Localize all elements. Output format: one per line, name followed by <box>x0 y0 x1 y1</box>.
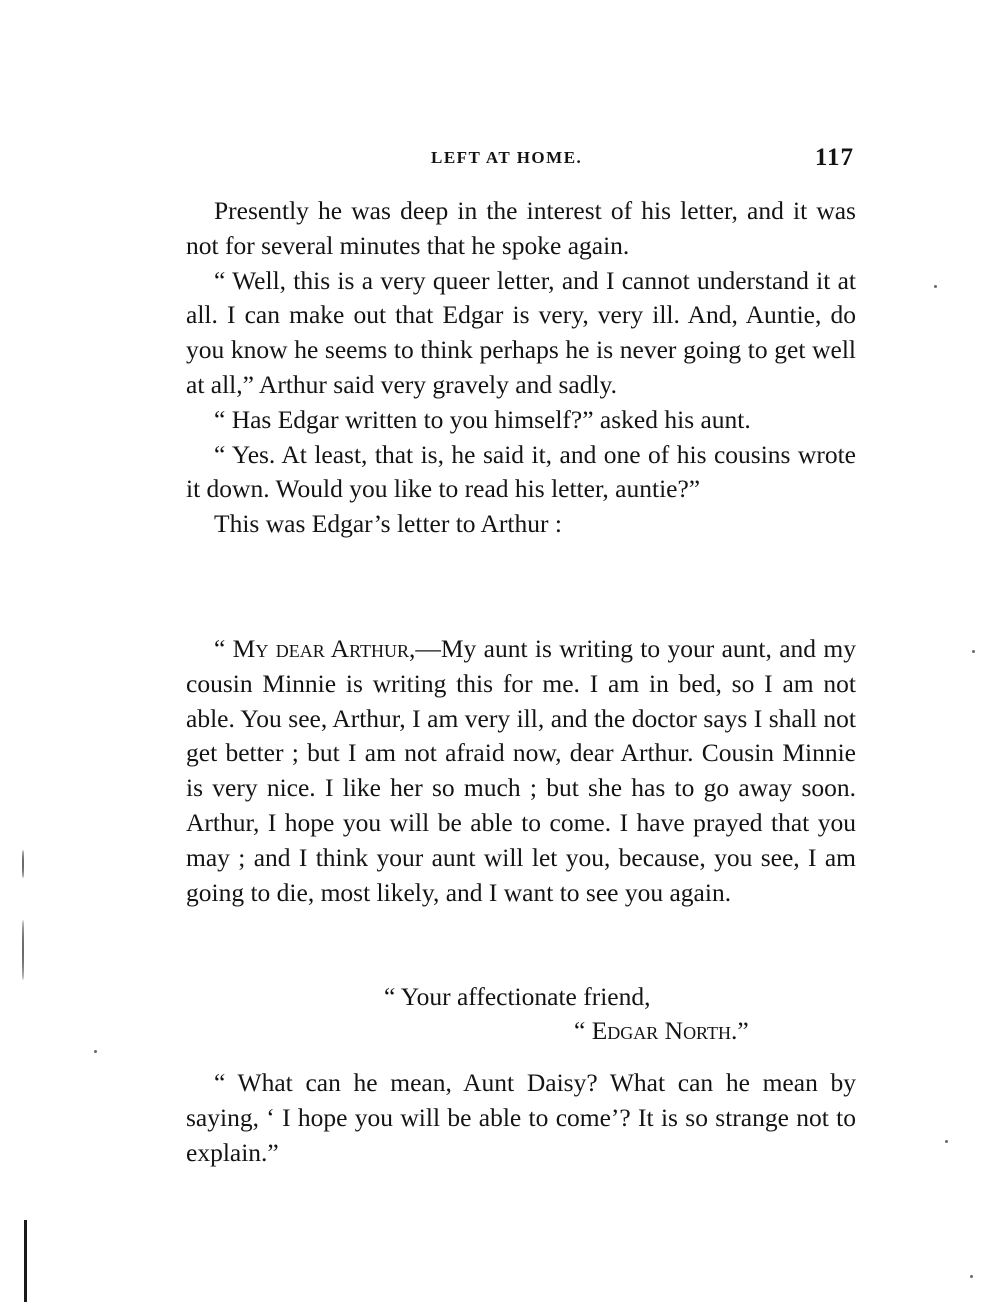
letter-body <box>186 632 856 910</box>
paragraph: “ What can he mean, Aunt Daisy? What can he mean by saying, ‘ I hope you will be able to come’? It is so strange not to explain.” <box>186 1068 856 1167</box>
scan-speck <box>972 650 975 653</box>
letter-block <box>186 632 856 910</box>
letter-text: —My aunt is writing to your aunt, and my cousin Minnie is writing this for me. I am in bed, so I am not able. You see, Arthur, I am very ill, and the doctor says I shall not get better ; but I am not afraid now, dear Arthur. Cousin Minnie is very nice. I like her so much ; but she has to go away soon. Arthur, I hope you will be able to come. I have prayed that you may ; and I think your aunt will let you, because, you see, I am going to die, most likely, and I want to see you again. <box>186 634 856 907</box>
scan-edge-mark <box>24 1220 27 1302</box>
scan-speck <box>22 850 24 878</box>
scan-speck <box>945 1140 948 1143</box>
narrative-block <box>186 194 856 542</box>
scan-speck <box>94 1050 97 1053</box>
scan-speck <box>22 920 24 980</box>
scan-speck <box>934 285 937 288</box>
paragraph: This was Edgar’s letter to Arthur : <box>214 509 562 539</box>
paragraph: “ Yes. At least, that is, he said it, and one of his cousins wrote it down. Would you like to read his letter, auntie?” <box>186 439 856 504</box>
running-head: LEFT AT HOME. <box>431 148 583 167</box>
scan-speck <box>970 1275 973 1278</box>
letter-signature: “ Edgar North.” <box>574 1016 749 1045</box>
paragraph: “ Well, this is a very queer letter, and I cannot understand it at all. I can make out that Edgar is very, very ill. And, Auntie, do you know he seems to think perhaps he is never going to get well at all,” Arthur said very gravely and sadly. <box>186 265 856 399</box>
paragraph: “ Has Edgar written to you himself?” asked his aunt. <box>214 404 751 434</box>
page-header <box>186 146 856 176</box>
paragraph: Presently he was deep in the interest of his letter, and it was not for several minutes that he spoke again. <box>186 196 856 260</box>
page-number: 117 <box>814 144 854 171</box>
letter-closing: “ Your affectionate friend, <box>384 982 651 1011</box>
letter-salutation: “ My dear Arthur, <box>214 634 416 663</box>
closing-block <box>186 1066 856 1170</box>
